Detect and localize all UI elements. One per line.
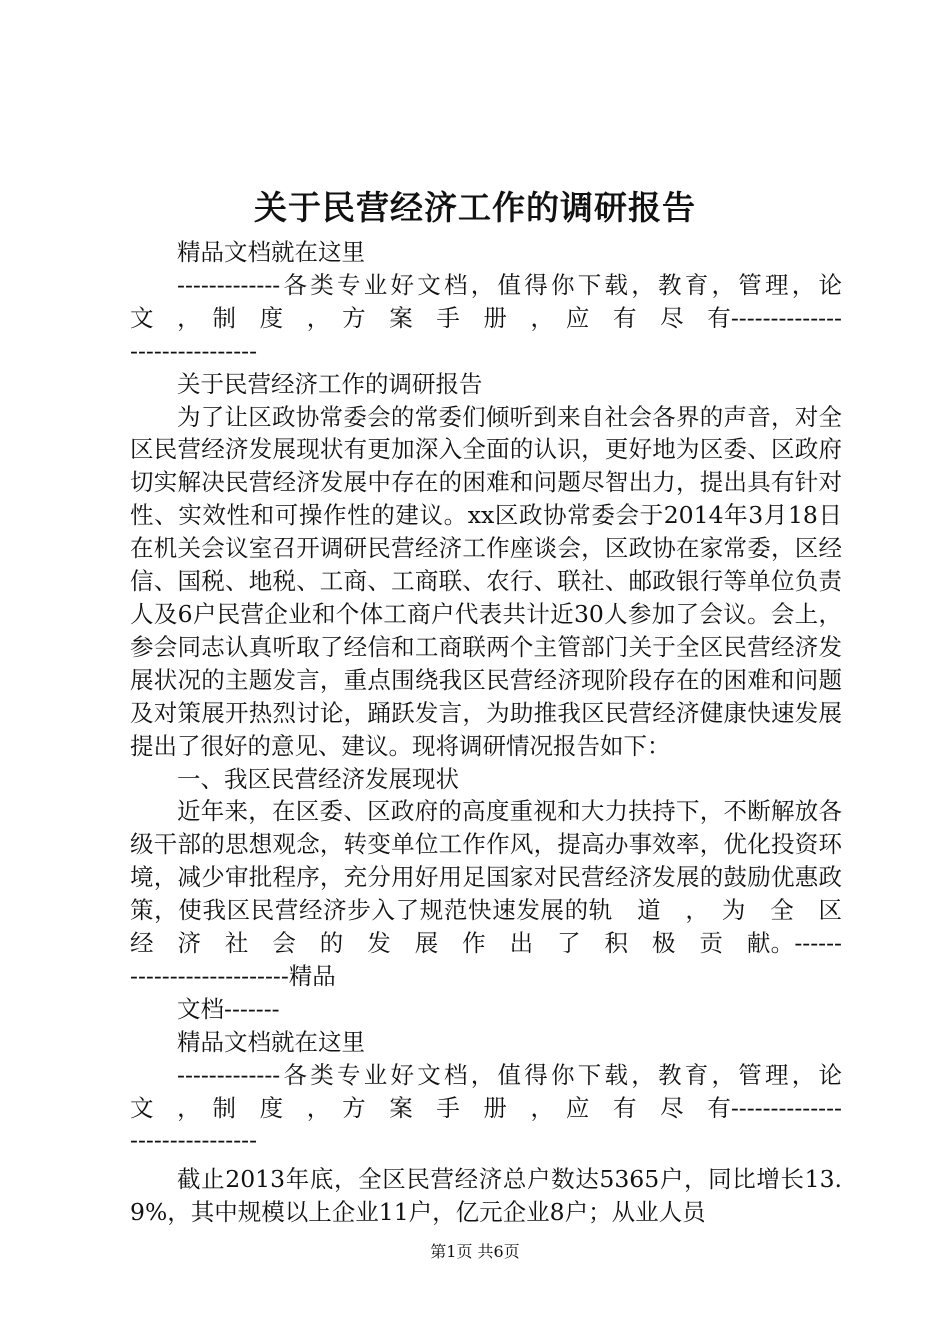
report-subtitle: 关于民营经济工作的调研报告: [177, 369, 483, 398]
document-title: 关于民营经济工作的调研报告: [254, 188, 696, 227]
statistics-paragraph: 截止2013年底，全区民营经济总户数达5365户，同比增长13.9%，其中规模以上企业11户，亿元企业8户；从业人员: [130, 1165, 842, 1227]
intro-paragraph: 为了让区政协常委会的常委们倾听到来自社会各界的声音，对全区民营经济发展现状有更加深入全面的认识，更好地为区委、区政府切实解决民营经济发展中存在的困难和问题尽智出力，提出具有针对性、实效性和可操作性的建议。xx区政协常委会于2014年3月18日在机关会议室召开调研民营经济工作座谈会，区政协在家常委，区经信、国税、地税、工商、工商联、农行、联社、邮政银行等单位负责人及6户民营企业和个体工商户代表共计近30人参加了会议。会上，参会同志认真听取了经信和工商联两个主管部门关于全区民营经济发展状况的主题发言，重点围绕我区民营经济现阶段存在的困难和问题及对策展开热烈讨论，踊跃发言，为助推我区民营经济健康快速发展提出了很好的意见、建议。现将调研情况报告如下：: [130, 402, 842, 760]
document-body: [130, 236, 866, 1229]
section-1-paragraph: 近年来，在区委、区政府的高度重视和大力扶持下，不断解放各级干部的思想观念，转变单位工作作风，提高办事效率，优化投资环境，减少审批程序，充分用好用足国家对民营经济发展的鼓励优惠政策，使我区民营经济步入了规范快速发展的轨 道 ， 为 全 区 经 济 社 会 的 发 展 作 出 了 积 极 贡 献。--------------------------精品: [130, 797, 866, 990]
header-note-repeat: 精品文档就在这里: [177, 1027, 365, 1056]
document-fragment: 文档-------: [177, 994, 280, 1023]
header-note: 精品文档就在这里: [177, 238, 365, 266]
page-footer: 第1页 共6页: [430, 1242, 520, 1261]
section-heading-1: 一、我区民营经济发展现状: [177, 764, 459, 793]
promo-banner: -------------各类专业好文档，值得你下载，教育，管理，论 文 ， 制 度 ， 方 案 手 册 ， 应 有 尽 有------------------------------: [130, 270, 866, 365]
promo-banner-repeat: -------------各类专业好文档，值得你下载，教育，管理，论 文 ， 制 度 ， 方 案 手 册 ， 应 有 尽 有------------------------------: [130, 1060, 866, 1155]
